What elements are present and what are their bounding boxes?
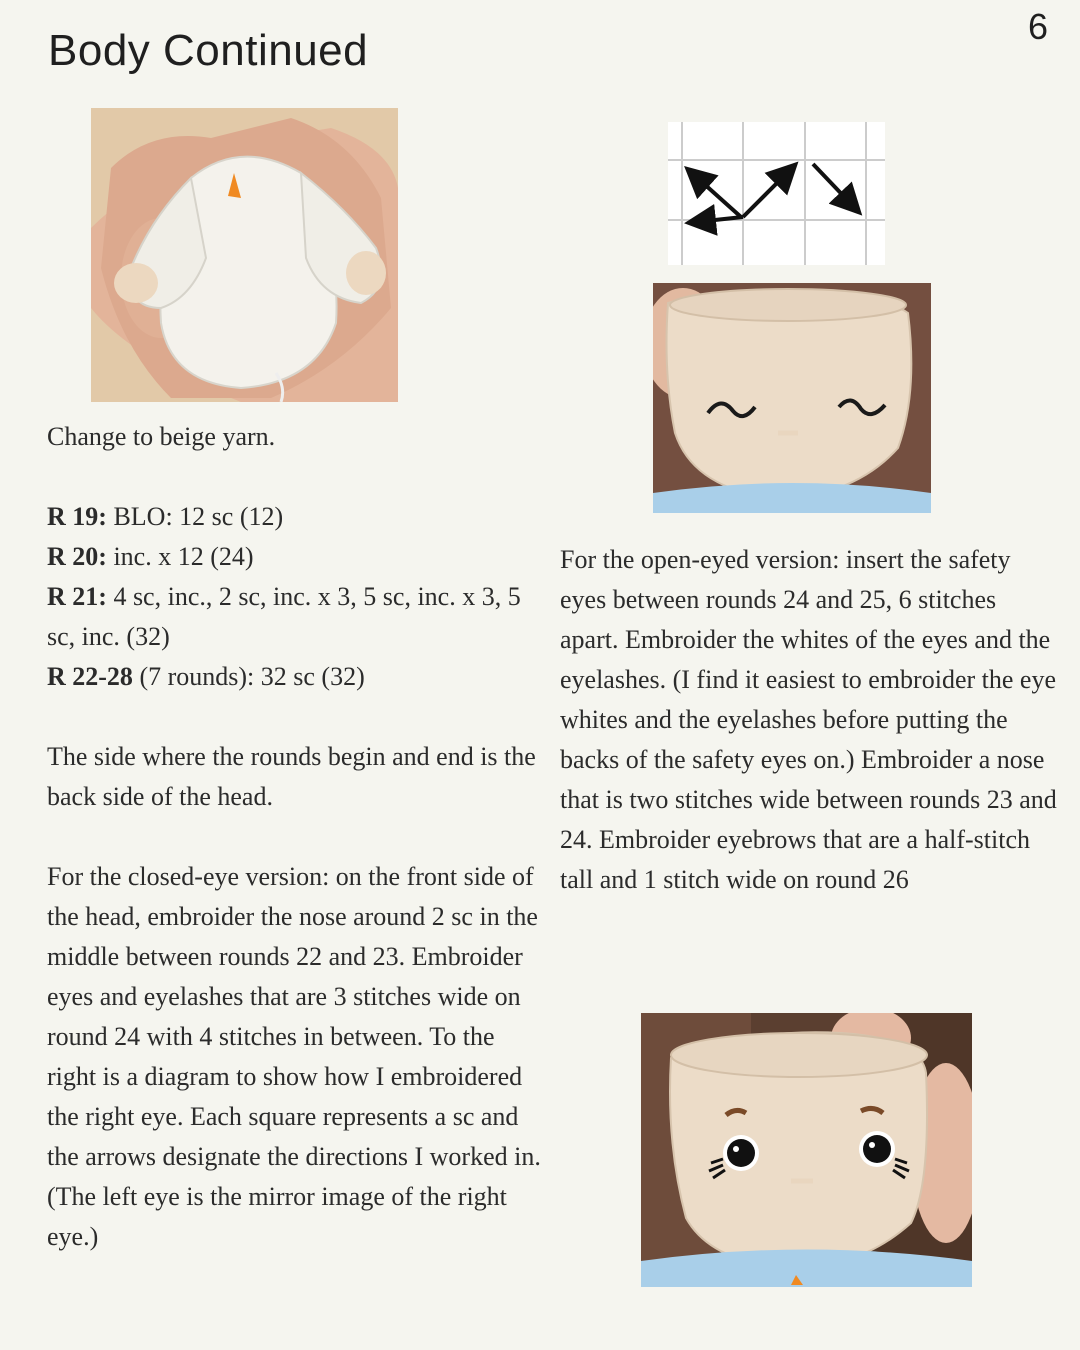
closed-eye-photo (653, 283, 931, 513)
round-text: 4 sc, inc., 2 sc, inc. x 3, 5 sc, inc. x 3, 5 sc, inc. (32) (47, 582, 521, 651)
round-text: BLO: 12 sc (12) (106, 502, 284, 531)
round-20 (47, 537, 542, 577)
back-side-text: The side where the rounds begin and end is the back side of the head. (47, 742, 536, 811)
open-eye-photo (641, 1013, 972, 1287)
round-text: (7 rounds): 32 sc (32) (132, 662, 365, 691)
round-21 (47, 577, 542, 657)
page-title: Body Continued (48, 26, 369, 75)
closed-eye-text: For the closed-eye version: on the front side of the head, embroider the nose around 2 sc in the middle between rounds 22 and 23. Embroider eyes and eyelashes that are 3 stitches wide on round 24 with 4 stitches in between. To the right is a diagram to show how I embroidered the right eye. Each square represents a sc and the arrows designate the directions I worked in. (The left eye is the mirror image of the right eye.) (47, 862, 541, 1251)
round-label: R 21: (47, 582, 107, 611)
round-label: R 20: (47, 542, 107, 571)
page-number: 6 (1027, 6, 1048, 47)
left-column (47, 417, 542, 1257)
round-19 (47, 497, 542, 537)
round-label: R 19: (47, 502, 107, 531)
round-text: inc. x 12 (24) (106, 542, 254, 571)
intro-text: Change to beige yarn. (47, 422, 276, 451)
body-photo (91, 108, 398, 402)
round-label: R 22-28 (47, 662, 133, 691)
eye-diagram (668, 122, 885, 265)
right-column (560, 540, 1060, 900)
open-eye-text: For the open-eyed version: insert the safety eyes between rounds 24 and 25, 6 stitches apart. Embroider the whites of the eyes and the eyelashes. (I find it easiest to embroider the eye whites and the eyelashes before putting the backs of the safety eyes on.) Embroider a nose that is two stitches wide between rounds 23 and 24. Embroider eyebrows that are a half-stitch tall and 1 stitch wide on round 26 (560, 545, 1057, 894)
round-22-28 (47, 657, 542, 697)
